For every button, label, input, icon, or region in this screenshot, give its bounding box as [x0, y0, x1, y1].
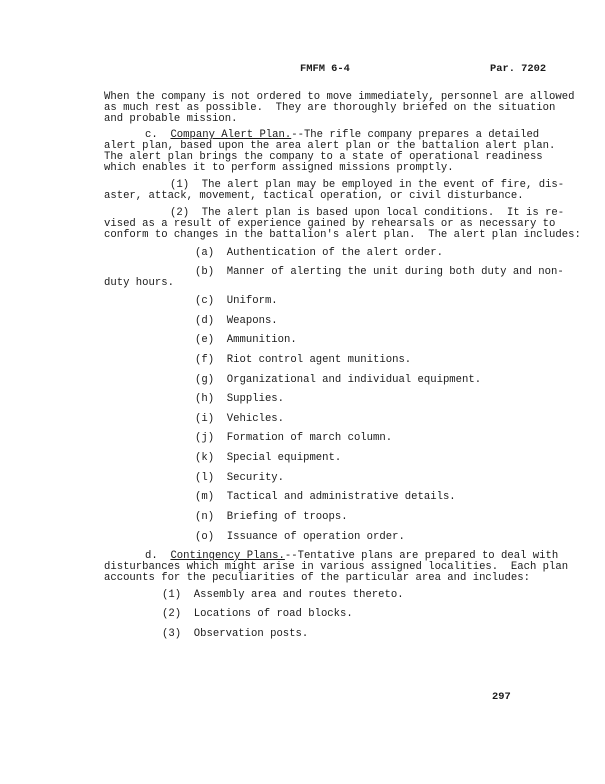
item-text: Authentication of the alert order.	[226, 247, 443, 259]
list-item	[195, 335, 297, 346]
page-number: 297	[492, 691, 511, 703]
item-text: Briefing of troops.	[226, 511, 348, 523]
intro-line: When the company is not ordered to move immediately, personnel are allowed	[104, 91, 575, 103]
item-label: (b)	[195, 266, 215, 278]
list-item	[195, 267, 564, 278]
item-label: (d)	[195, 315, 215, 327]
section-d-title: Contingency Plans.	[170, 550, 285, 562]
list-item	[195, 414, 284, 425]
list-item	[162, 609, 353, 620]
para-2-line: conform to changes in the battalion's alert plan. The alert plan includes:	[104, 229, 581, 241]
item-text: Organizational and individual equipment.	[226, 374, 482, 386]
item-label: (f)	[195, 354, 215, 366]
item-label: (k)	[195, 452, 215, 464]
list-item	[195, 453, 341, 464]
item-label: (c)	[195, 295, 215, 307]
item-label: (3)	[162, 628, 182, 640]
item-text: Formation of march column.	[226, 432, 393, 444]
item-label: (l)	[195, 472, 215, 484]
item-text: Uniform.	[226, 295, 278, 307]
list-item	[162, 629, 308, 640]
item-text: Ammunition.	[226, 334, 297, 346]
item-text: Tactical and administrative details.	[226, 491, 456, 503]
section-c-title: Company Alert Plan.	[170, 129, 292, 141]
item-label: (i)	[195, 413, 215, 425]
manual-designation: FMFM 6-4	[300, 63, 350, 75]
list-item	[162, 590, 404, 601]
item-label: (m)	[195, 491, 215, 503]
item-text: Special equipment.	[226, 452, 342, 464]
list-item	[195, 512, 348, 523]
item-continuation: duty hours.	[104, 277, 174, 289]
item-label: (e)	[195, 334, 215, 346]
section-c-line: alert plan, based upon the area alert plan or the battalion alert plan.	[104, 140, 556, 152]
item-label: (g)	[195, 374, 215, 386]
section-c-marker: c.	[145, 129, 158, 141]
para-2-line: (2) The alert plan is based upon local conditions. It is re-	[170, 207, 565, 219]
section-d-first-rest: --Tentative plans are prepared to deal with	[284, 550, 559, 562]
item-text: Weapons.	[226, 315, 278, 327]
list-item	[195, 248, 443, 259]
paragraph-number: Par. 7202	[490, 63, 547, 75]
para-1-line: aster, attack, movement, tactical operation, or civil disturbance.	[104, 190, 524, 202]
item-label: (a)	[195, 247, 215, 259]
item-text: Observation posts.	[193, 628, 309, 640]
item-label: (1)	[162, 589, 182, 601]
list-item	[195, 433, 392, 444]
list-item	[195, 316, 278, 327]
item-text: Vehicles.	[226, 413, 285, 425]
intro-line: as much rest as possible. They are thoroughly briefed on the situation	[104, 102, 556, 114]
list-item	[195, 492, 456, 503]
list-item	[195, 532, 405, 543]
section-c-line: which enables it to perform assigned missions promptly.	[104, 162, 454, 174]
list-item	[195, 375, 481, 386]
item-label: (2)	[162, 608, 182, 620]
intro-line: and probable mission.	[104, 113, 238, 125]
section-d-line: disturbances which might arise in various assigned localities. Each plan	[104, 561, 569, 573]
list-item	[195, 355, 411, 366]
para-2-line: vised as a result of experience gained by rehearsals or as necessary to	[104, 218, 556, 230]
section-d-marker: d.	[145, 550, 158, 562]
section-c-line: The alert plan brings the company to a state of operational readiness	[104, 151, 543, 163]
section-c-first-rest: --The rifle company prepares a detailed	[291, 129, 540, 141]
item-text: Locations of road blocks.	[193, 608, 353, 620]
item-label: (j)	[195, 432, 215, 444]
list-item	[195, 296, 278, 307]
para-1-line: (1) The alert plan may be employed in the event of fire, dis-	[170, 179, 565, 191]
item-text: Issuance of operation order.	[226, 531, 405, 543]
list-item	[195, 394, 284, 405]
section-d-line: accounts for the peculiarities of the particular area and includes:	[104, 572, 530, 584]
item-label: (h)	[195, 393, 215, 405]
item-text: Supplies.	[226, 393, 285, 405]
item-label: (n)	[195, 511, 215, 523]
item-text: Riot control agent munitions.	[226, 354, 412, 366]
item-text: Assembly area and routes thereto.	[193, 589, 404, 601]
item-text: Security.	[226, 472, 285, 484]
item-label: (o)	[195, 531, 215, 543]
item-text: Manner of alerting the unit during both duty and non-	[226, 266, 564, 278]
list-item	[195, 473, 284, 484]
